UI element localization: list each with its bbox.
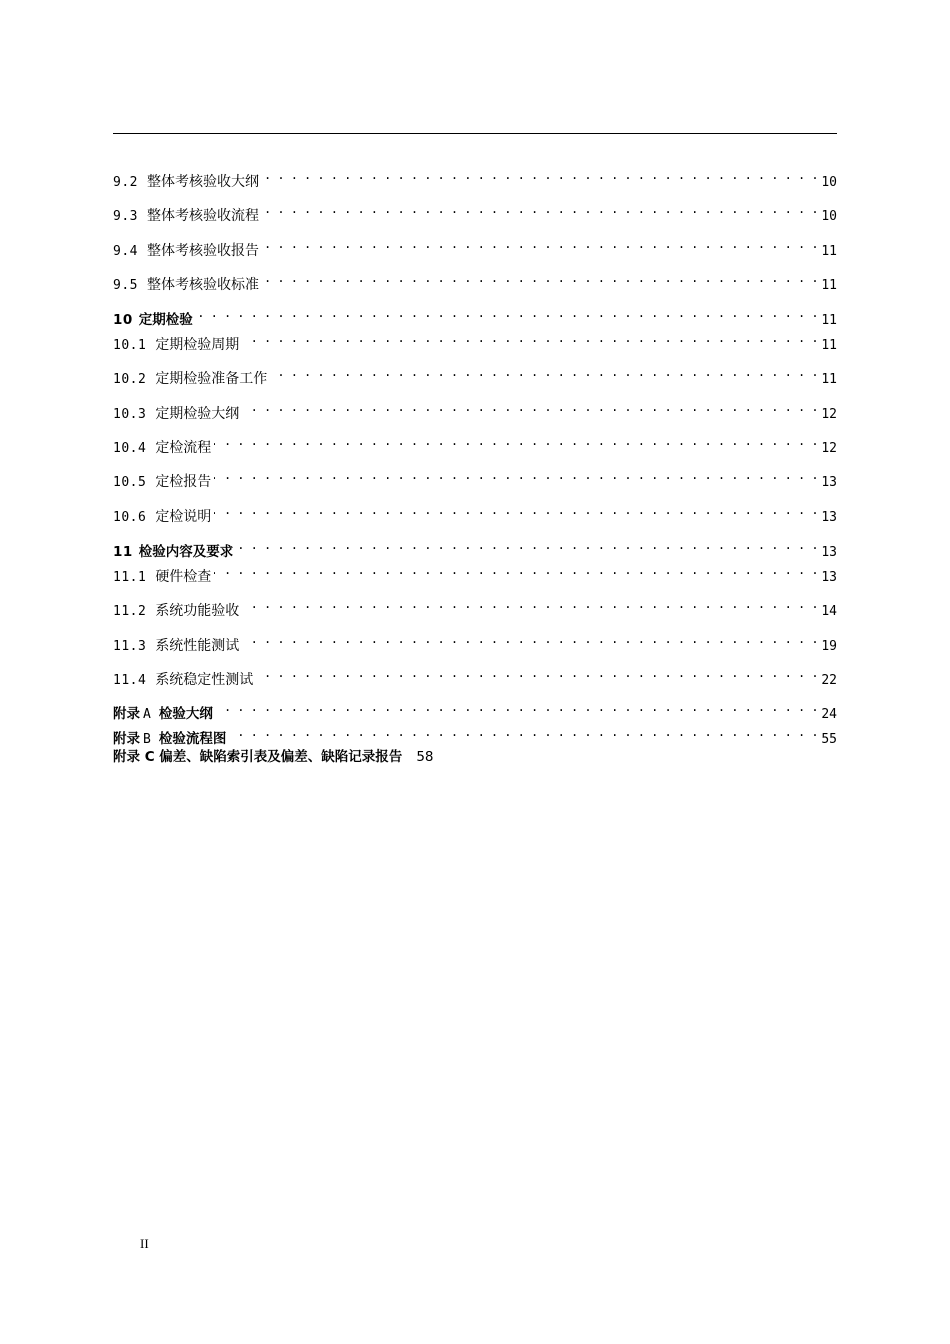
toc-entry-11-4[interactable] (113, 662, 837, 688)
toc-entry-9-3[interactable] (113, 198, 837, 224)
toc-dot-leader (270, 361, 818, 383)
toc-entry-title: 定期检验 (138, 312, 193, 328)
toc-entry-title: 整体考核验收报告 (146, 243, 259, 259)
toc-entry-page: 10 (821, 209, 837, 224)
toc-dot-leader (262, 164, 818, 186)
toc-entry-page: 13 (821, 545, 837, 560)
toc-entry-appendix-c[interactable] (113, 746, 837, 768)
toc-entry-title: 整体考核验收流程 (146, 208, 259, 224)
toc-entry-11-3[interactable] (113, 628, 837, 654)
toc-entry-number: 9.5 (113, 278, 138, 293)
footer-page-number: II (140, 1236, 149, 1251)
toc-dot-leader (196, 302, 818, 324)
toc-entry-page: 58 (416, 749, 434, 765)
toc-entry-page: 13 (821, 570, 837, 585)
toc-entry-page: 55 (821, 732, 837, 747)
toc-dot-leader (214, 464, 818, 486)
toc-entry-title: 系统功能验收 (155, 603, 240, 619)
toc-entry-9-2[interactable] (113, 164, 837, 190)
toc-appendix-letter: B (143, 732, 151, 747)
toc-dot-leader (242, 628, 818, 650)
toc-entry-number: 11.1 (113, 570, 147, 585)
toc-entry-page: 12 (821, 407, 837, 422)
toc-entry-title: 系统性能测试 (155, 638, 240, 654)
toc-entry-number: 10.2 (113, 372, 147, 387)
toc-entry-page: 13 (821, 475, 837, 490)
toc-dot-leader (214, 430, 818, 452)
toc-dot-leader (256, 662, 818, 684)
toc-entry-page: 19 (821, 639, 837, 654)
toc-entry-title: 定期检验准备工作 (155, 371, 268, 387)
toc-entry-10-5[interactable] (113, 464, 837, 490)
toc-entry-10[interactable] (113, 302, 837, 328)
toc-entry-title: 定检说明 (155, 509, 212, 525)
toc-entry-title: 定期检验周期 (155, 337, 240, 353)
toc-entry-10-3[interactable] (113, 396, 837, 422)
toc-entry-page: 11 (821, 244, 837, 259)
toc-entry-number: 10.3 (113, 407, 147, 422)
toc-entry-page: 11 (821, 313, 837, 328)
toc-entry-title: 检验内容及要求 (138, 544, 234, 560)
toc-entry-page: 13 (821, 510, 837, 525)
toc-entry-title: 定期检验大纲 (155, 406, 240, 422)
toc-entry-10-4[interactable] (113, 430, 837, 456)
toc-dot-leader (216, 696, 818, 718)
toc-entry-9-4[interactable] (113, 233, 837, 259)
toc-entry-number: 10.1 (113, 338, 147, 353)
toc-entry-number: 11 (113, 544, 133, 560)
toc-entry-page: 11 (821, 278, 837, 293)
toc-appendix-prefix: 附录 (113, 706, 140, 722)
toc-entry-page: 11 (821, 372, 837, 387)
toc-dot-leader (262, 267, 818, 289)
toc-entry-page: 24 (821, 707, 837, 722)
toc-entry-number: 10.5 (113, 475, 147, 490)
toc-entry-number: 10 (113, 312, 133, 328)
toc-entry-number: 11.3 (113, 639, 147, 654)
toc-entry-number: 9.2 (113, 175, 138, 190)
toc-entry-number: 9.4 (113, 244, 138, 259)
toc-entry-number: 11.4 (113, 673, 147, 688)
toc-entry-page: 11 (821, 338, 837, 353)
toc-entry-page: 12 (821, 441, 837, 456)
toc-dot-leader (236, 534, 818, 556)
toc-entry-title: 定检流程 (155, 440, 212, 456)
toc-entry-11-1[interactable] (113, 559, 837, 585)
toc-entry-10-6[interactable] (113, 499, 837, 525)
toc-entry-title: 整体考核验收大纲 (146, 174, 259, 190)
toc-appendix-letter: A (143, 707, 151, 722)
toc-entry-11[interactable] (113, 534, 837, 560)
toc-dot-leader (214, 559, 818, 581)
toc-entry-title: 检验大纲 (158, 706, 213, 722)
toc-dot-leader (242, 593, 818, 615)
toc-dot-leader (262, 198, 818, 220)
toc-entry-number: 11.2 (113, 604, 147, 619)
toc-entry-page: 22 (821, 673, 837, 688)
toc-entry-10-1[interactable] (113, 327, 837, 353)
toc-entry-11-2[interactable] (113, 593, 837, 619)
toc-entry-title: 系统稳定性测试 (155, 672, 254, 688)
toc-entry-10-2[interactable] (113, 361, 837, 387)
header-rule (113, 133, 837, 134)
toc-entry-number: 9.3 (113, 209, 138, 224)
toc-dot-leader (242, 396, 818, 418)
toc-entry-appendix-a[interactable] (113, 696, 837, 722)
toc-entry-title: 附录 C 偏差、缺陷索引表及偏差、缺陷记录报告 (113, 749, 403, 765)
toc-entry-page: 10 (821, 175, 837, 190)
toc-dot-leader (229, 721, 818, 743)
toc-dot-leader (242, 327, 818, 349)
toc-appendix-prefix: 附录 (113, 731, 140, 747)
toc-entry-9-5[interactable] (113, 267, 837, 293)
toc-dot-leader (262, 233, 818, 255)
toc-entry-title: 检验流程图 (158, 731, 227, 747)
toc-entry-appendix-b[interactable] (113, 721, 837, 747)
toc-entry-title: 硬件检查 (155, 569, 212, 585)
toc-dot-leader (214, 499, 818, 521)
toc-entry-number: 10.4 (113, 441, 147, 456)
toc-entry-title: 整体考核验收标准 (146, 277, 259, 293)
toc-entry-page: 14 (821, 604, 837, 619)
toc-entry-title: 定检报告 (155, 474, 212, 490)
toc-entry-number: 10.6 (113, 510, 147, 525)
